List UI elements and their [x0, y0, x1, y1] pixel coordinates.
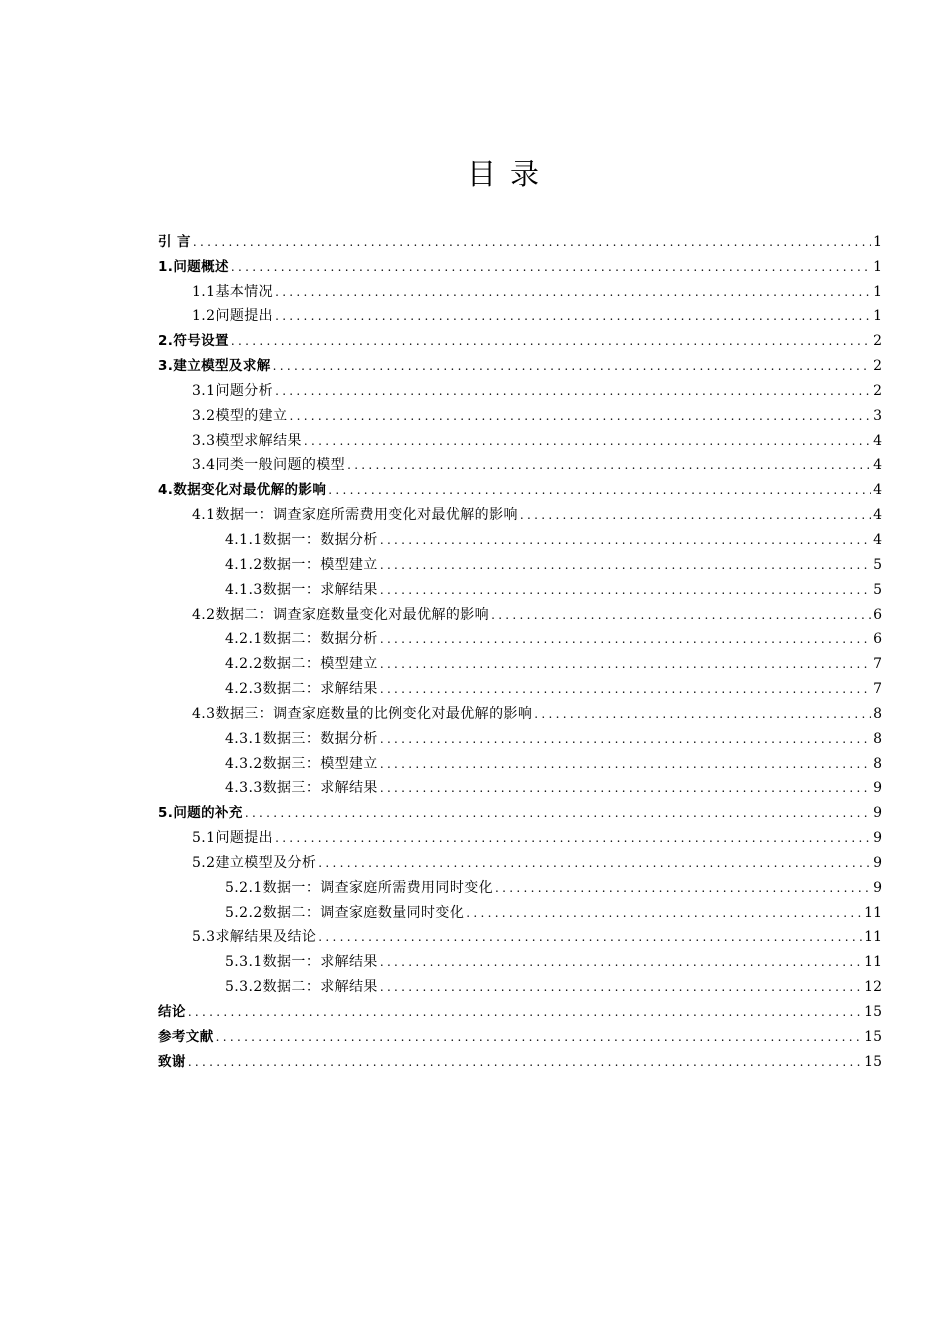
toc-entry-label: 4.1.1数据一：数据分析: [225, 531, 378, 548]
toc-entry-label: 5.2建立模型及分析: [192, 854, 317, 871]
toc-dot-leader: [304, 432, 871, 450]
toc-entry-page-number: 11: [864, 904, 882, 921]
toc-entry-label: 3.建立模型及求解: [158, 358, 271, 375]
toc-entry[interactable]: [158, 499, 882, 524]
toc-entry[interactable]: [158, 872, 882, 897]
toc-entry-label: 1.1基本情况: [192, 283, 274, 300]
toc-dot-leader: [380, 730, 871, 748]
toc-entry[interactable]: [158, 450, 882, 475]
toc-entry-page-number: 8: [873, 705, 882, 722]
toc-dot-leader: [380, 655, 871, 673]
toc-entry-label: 4.3.1数据三：数据分析: [225, 730, 378, 747]
toc-entry[interactable]: [158, 723, 882, 748]
toc-dot-leader: [231, 258, 871, 276]
toc-entry-label: 参考文献: [158, 1028, 214, 1045]
toc-entry-label: 5.2.1数据一：调查家庭所需费用同时变化: [225, 879, 494, 896]
toc-entry-label: 4.3数据三：调查家庭数量的比例变化对最优解的影响: [192, 705, 533, 722]
toc-entry[interactable]: [158, 847, 882, 872]
toc-entry-label: 4.3.3数据三：求解结果: [225, 780, 378, 797]
toc-entry[interactable]: [158, 648, 882, 673]
toc-dot-leader: [231, 332, 871, 350]
toc-entry[interactable]: [158, 797, 882, 822]
toc-entry-page-number: 6: [873, 606, 882, 623]
toc-entry-label: 4.2.3数据二：求解结果: [225, 681, 378, 698]
toc-entry-label: 5.1问题提出: [192, 830, 274, 847]
toc-dot-leader: [318, 928, 862, 946]
toc-dot-leader: [328, 481, 871, 499]
toc-dot-leader: [347, 456, 871, 474]
toc-entry-label: 4.3.2数据三：模型建立: [225, 755, 378, 772]
toc-entry-label: 3.3模型求解结果: [192, 432, 302, 449]
toc-entry-label: 2.符号设置: [158, 333, 229, 350]
toc-entry-page-number: 11: [864, 929, 882, 946]
toc-dot-leader: [380, 581, 871, 599]
toc-dot-leader: [275, 829, 871, 847]
toc-entry[interactable]: [158, 922, 882, 947]
toc-entry[interactable]: [158, 897, 882, 922]
toc-entry-label: 5.2.2数据二：调查家庭数量同时变化: [225, 904, 465, 921]
toc-entry-page-number: 2: [873, 382, 882, 399]
toc-dot-leader: [275, 283, 871, 301]
toc-entry-label: 4.1数据一：调查家庭所需费用变化对最优解的影响: [192, 507, 518, 524]
toc-entry[interactable]: [158, 276, 882, 301]
toc-entry-page-number: 15: [864, 1004, 882, 1020]
toc-entry[interactable]: [158, 698, 882, 723]
toc-entry-page-number: 1: [873, 258, 882, 275]
toc-entry-page-number: 4: [873, 457, 882, 474]
toc-entry-page-number: 1: [873, 283, 882, 300]
toc-entry-label: 5.问题的补充: [158, 805, 243, 822]
toc-entry[interactable]: [158, 1046, 882, 1071]
toc-entry[interactable]: [158, 822, 882, 847]
toc-entry-label: 3.2模型的建立: [192, 407, 288, 424]
toc-entry[interactable]: [158, 301, 882, 326]
toc-entry-page-number: 4: [873, 432, 882, 449]
toc-entry[interactable]: [158, 946, 882, 971]
toc-entry-label: 4.1.2数据一：模型建立: [225, 556, 378, 573]
toc-entry-page-number: 1: [873, 233, 882, 250]
toc-entry[interactable]: [158, 773, 882, 798]
toc-entry-page-number: 1: [873, 308, 882, 325]
toc-entry-label: 4.2.1数据二：数据分析: [225, 631, 378, 648]
toc-dot-leader: [273, 357, 871, 375]
toc-dot-leader: [466, 904, 862, 922]
toc-entry[interactable]: [158, 748, 882, 773]
toc-entry-page-number: 4: [873, 507, 882, 524]
toc-entry-page-number: 4: [873, 482, 882, 499]
toc-entry-page-number: 9: [873, 780, 882, 797]
toc-entry[interactable]: [158, 474, 882, 499]
toc-entry-page-number: 9: [873, 805, 882, 822]
toc-dot-leader: [380, 531, 871, 549]
toc-entry-label: 1.问题概述: [158, 258, 229, 275]
toc-entry-page-number: 15: [864, 1028, 882, 1045]
toc-entry-label: 4.2.2数据二：模型建立: [225, 656, 378, 673]
toc-entry-page-number: 11: [864, 954, 882, 971]
toc-dot-leader: [275, 382, 871, 400]
toc-dot-leader: [491, 606, 871, 624]
toc-entry-page-number: 4: [873, 531, 882, 548]
toc-entry-page-number: 7: [873, 681, 882, 698]
toc-entry-page-number: 7: [873, 656, 882, 673]
toc-dot-leader: [289, 407, 871, 425]
toc-entry-page-number: 12: [864, 979, 882, 996]
toc-entry-label: 致谢: [158, 1053, 186, 1070]
toc-entry-page-number: 9: [873, 854, 882, 871]
toc-dot-leader: [495, 879, 871, 897]
toc-entry[interactable]: [158, 673, 882, 698]
toc-entry[interactable]: [158, 971, 882, 996]
toc-entry[interactable]: [158, 574, 882, 599]
toc-entry[interactable]: [158, 251, 882, 276]
toc-entry-label: 4.1.3数据一：求解结果: [225, 581, 378, 598]
toc-entry[interactable]: [158, 425, 882, 450]
toc-dot-leader: [318, 854, 871, 872]
toc-entry[interactable]: [158, 624, 882, 649]
table-of-contents: [158, 226, 882, 1071]
toc-dot-leader: [380, 680, 871, 698]
toc-entry[interactable]: [158, 1021, 882, 1046]
toc-entry-page-number: 15: [864, 1053, 882, 1070]
toc-dot-leader: [380, 779, 871, 797]
toc-entry-label: 4.数据变化对最优解的影响: [158, 482, 327, 499]
toc-entry-label: 5.3.1数据一：求解结果: [225, 954, 378, 971]
toc-entry-page-number: 2: [873, 333, 882, 350]
toc-dot-leader: [380, 630, 871, 648]
toc-entry-label: 3.4同类一般问题的模型: [192, 457, 346, 474]
toc-entry-label: 4.2数据二：调查家庭数量变化对最优解的影响: [192, 606, 490, 623]
toc-entry[interactable]: [158, 524, 882, 549]
toc-entry-label: 5.3求解结果及结论: [192, 929, 317, 946]
toc-dot-leader: [380, 978, 862, 996]
toc-entry[interactable]: [158, 350, 882, 375]
toc-entry[interactable]: [158, 400, 882, 425]
toc-entry-page-number: 3: [873, 407, 882, 424]
toc-dot-leader: [216, 1028, 863, 1046]
toc-entry[interactable]: [158, 226, 882, 251]
page-title: 目录: [466, 157, 553, 191]
toc-dot-leader: [275, 307, 871, 325]
toc-entry-label: 引 言: [158, 233, 191, 250]
toc-entry-page-number: 5: [873, 556, 882, 573]
toc-entry-label: 5.3.2数据二：求解结果: [225, 979, 378, 996]
toc-dot-leader: [380, 755, 871, 773]
toc-entry-page-number: 9: [873, 830, 882, 847]
toc-dot-leader: [188, 1003, 862, 1021]
toc-dot-leader: [520, 506, 871, 524]
toc-dot-leader: [380, 556, 871, 574]
toc-dot-leader: [193, 233, 871, 251]
toc-entry-page-number: 6: [873, 631, 882, 648]
toc-dot-leader: [534, 705, 871, 723]
toc-entry-page-number: 2: [873, 358, 882, 375]
toc-entry-page-number: 5: [873, 581, 882, 598]
toc-dot-leader: [188, 1053, 862, 1071]
toc-entry[interactable]: [158, 375, 882, 400]
toc-entry[interactable]: [158, 996, 882, 1021]
toc-entry-page-number: 9: [873, 879, 882, 896]
toc-entry-label: 结论: [158, 1004, 186, 1020]
toc-entry-label: 3.1问题分析: [192, 382, 274, 399]
toc-dot-leader: [245, 804, 871, 822]
toc-entry[interactable]: [158, 599, 882, 624]
toc-entry[interactable]: [158, 549, 882, 574]
toc-dot-leader: [380, 953, 862, 971]
toc-entry[interactable]: [158, 325, 882, 350]
toc-entry-page-number: 8: [873, 730, 882, 747]
toc-entry-page-number: 8: [873, 755, 882, 772]
toc-entry-label: 1.2问题提出: [192, 308, 274, 325]
